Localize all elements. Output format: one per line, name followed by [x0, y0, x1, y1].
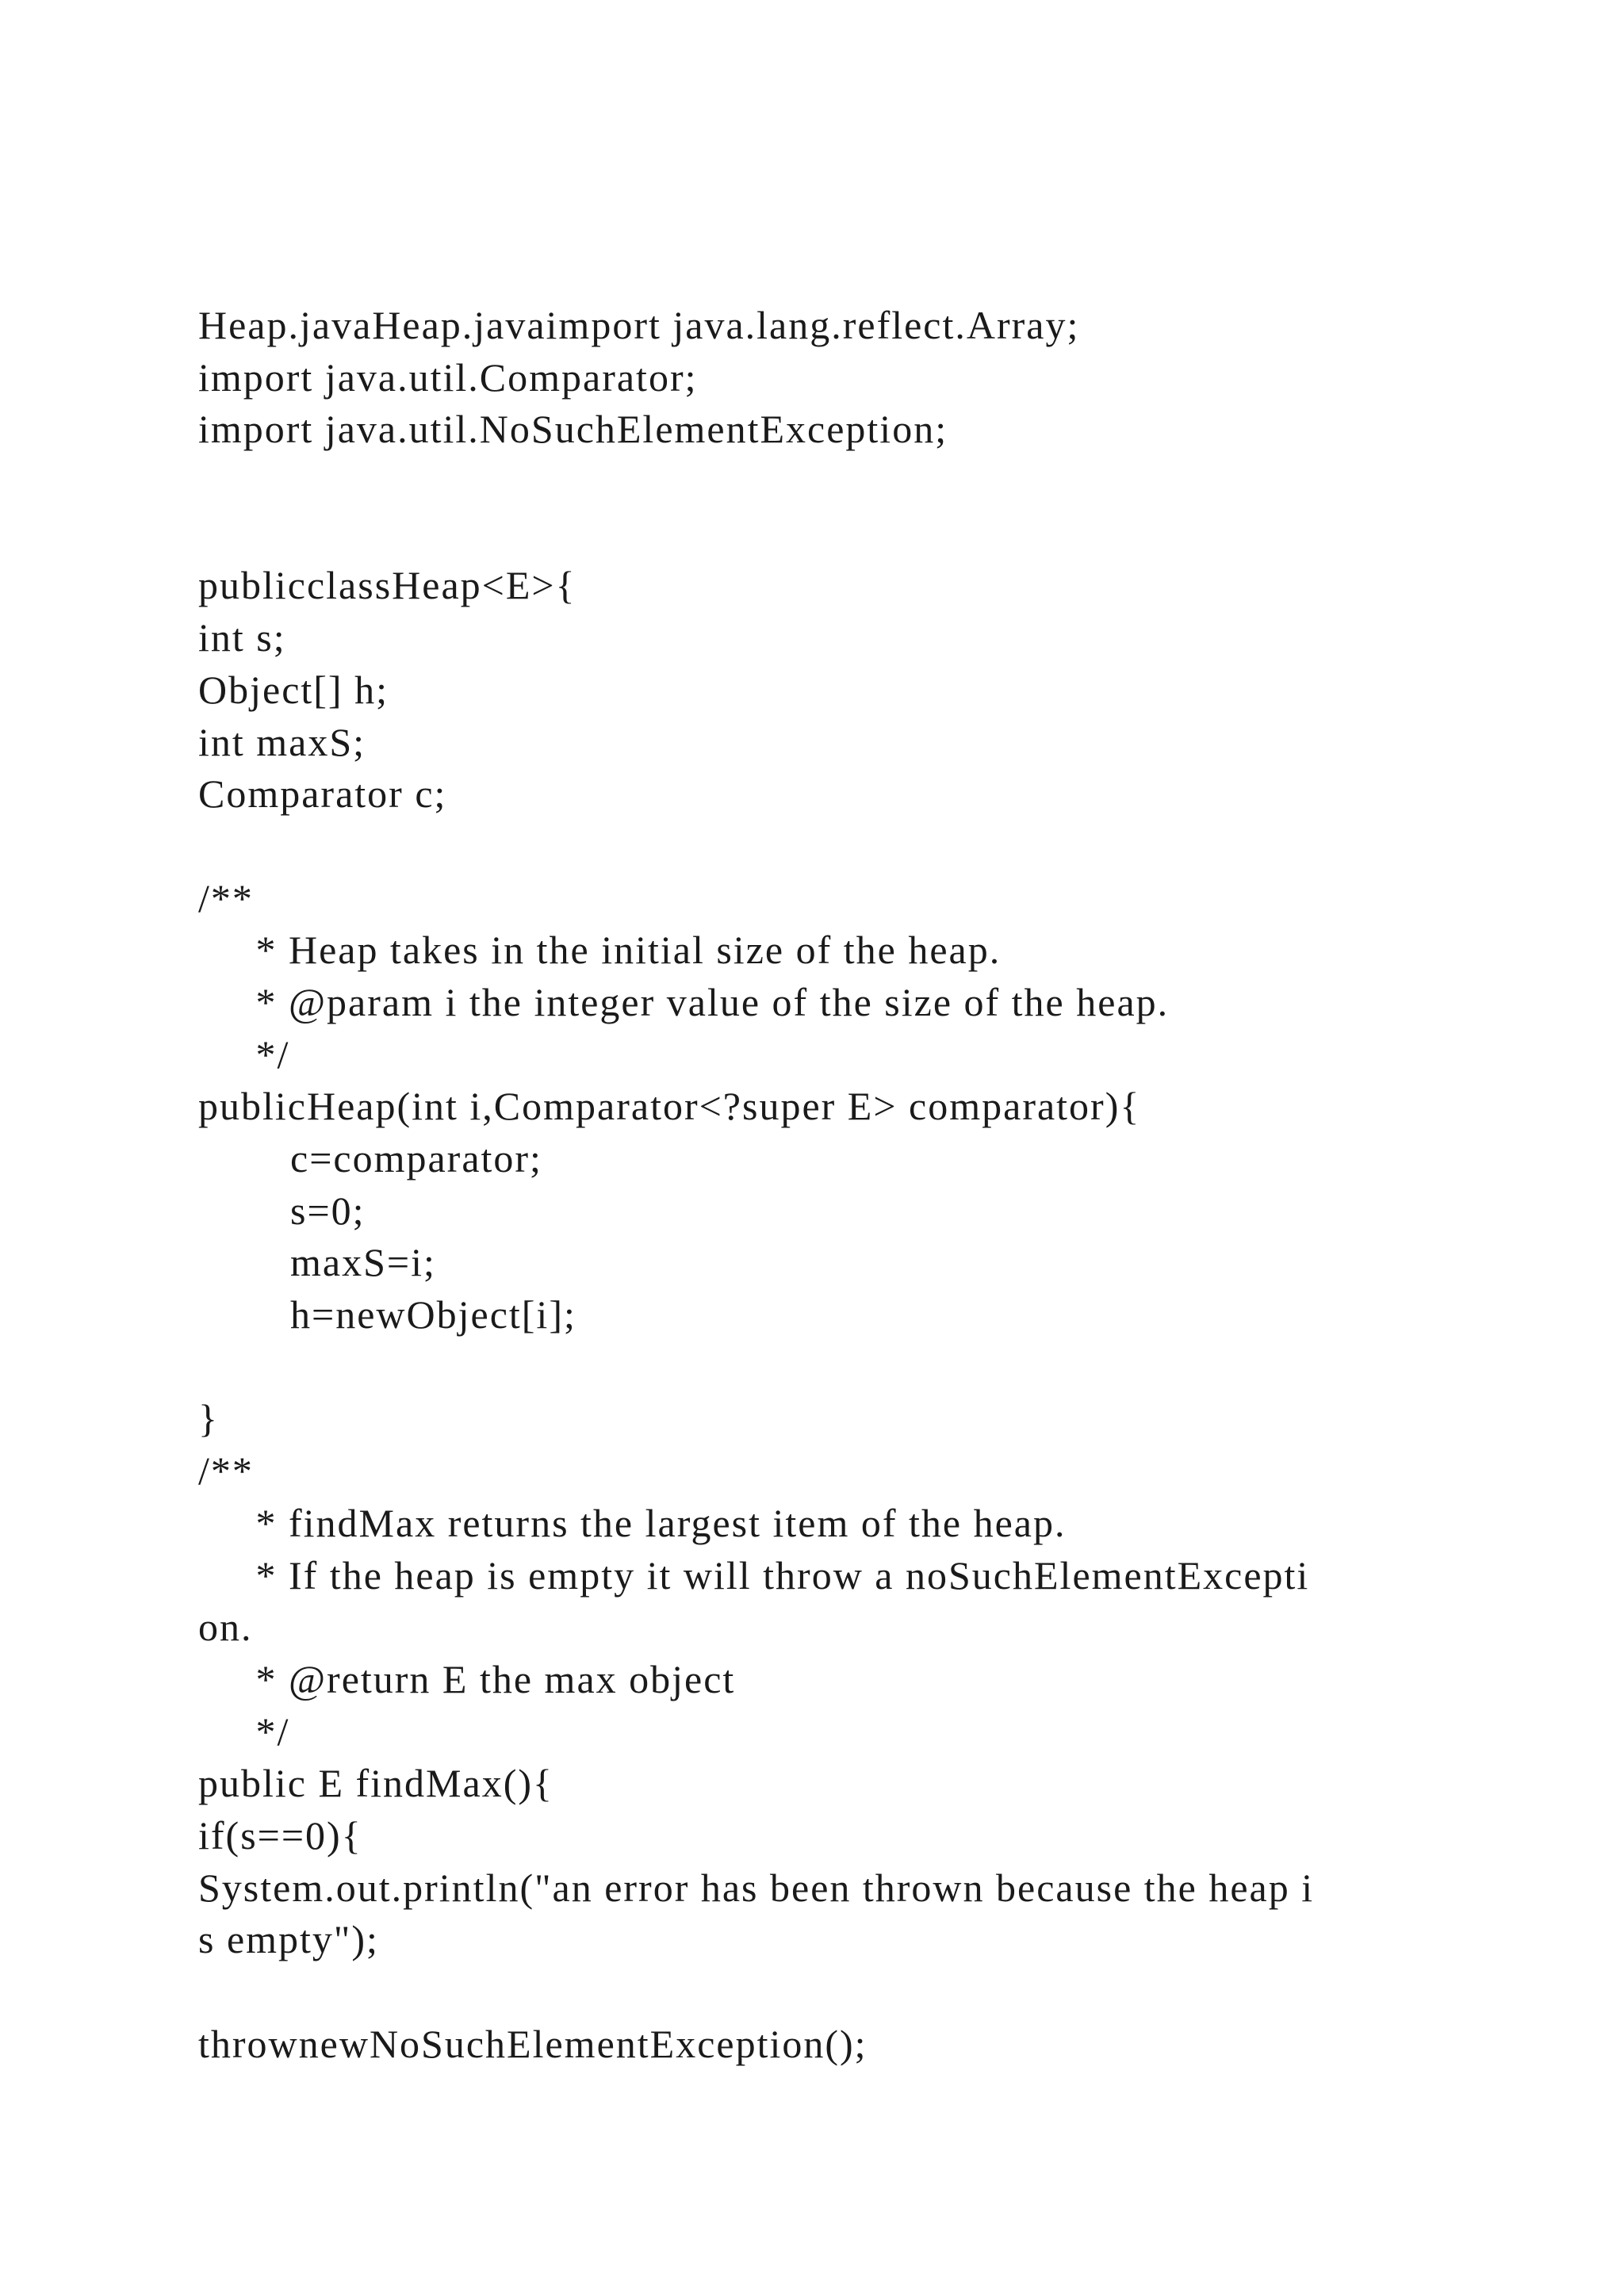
code-line: h=newObject[i];	[198, 1292, 576, 1337]
code-line: Object[] h;	[198, 667, 389, 712]
code-line	[198, 508, 1515, 561]
code-line: s empty");	[198, 1917, 379, 1962]
code-line: }	[198, 1396, 219, 1441]
code-line	[198, 1966, 1515, 2019]
code-line: import java.util.Comparator;	[198, 354, 698, 400]
code-line	[198, 456, 1515, 508]
code-line	[198, 821, 1515, 873]
code-line: on.	[198, 1605, 253, 1650]
code-line: publicclassHeap<E>{	[198, 563, 576, 608]
code-line: int maxS;	[198, 719, 366, 764]
code-line: * @return E the max object	[198, 1656, 736, 1701]
code-line: s=0;	[198, 1188, 366, 1233]
code-line: * @param i the integer value of the size of the heap.	[198, 979, 1170, 1024]
code-line: import java.util.NoSuchElementException;	[198, 407, 948, 452]
code-line: * If the heap is empty it will throw a noSuchElementExcepti	[198, 1552, 1310, 1598]
code-line: int s;	[198, 615, 286, 660]
code-line: * Heap takes in the initial size of the heap.	[198, 928, 1002, 973]
code-line: Comparator c;	[198, 771, 447, 817]
code-line: c=comparator;	[198, 1136, 542, 1181]
code-line: Heap.javaHeap.javaimport java.lang.reflect.Array;	[198, 303, 1080, 347]
code-line: maxS=i;	[198, 1240, 436, 1285]
code-line	[198, 1341, 1515, 1394]
code-line: thrownewNoSuchElementException();	[198, 2021, 868, 2066]
code-line: /**	[198, 875, 254, 920]
code-listing	[198, 300, 1515, 2070]
code-line: publicHeap(int i,Comparator<?super E> comparator){	[198, 1084, 1141, 1129]
code-line: */	[198, 1709, 290, 1754]
code-line: public E findMax(){	[198, 1761, 554, 1806]
code-line: System.out.println("an error has been thrown because the heap i	[198, 1865, 1315, 1910]
code-line: if(s==0){	[198, 1812, 362, 1858]
code-line: * findMax returns the largest item of the heap.	[198, 1500, 1067, 1545]
code-line: /**	[198, 1448, 254, 1494]
code-line: */	[198, 1031, 290, 1077]
